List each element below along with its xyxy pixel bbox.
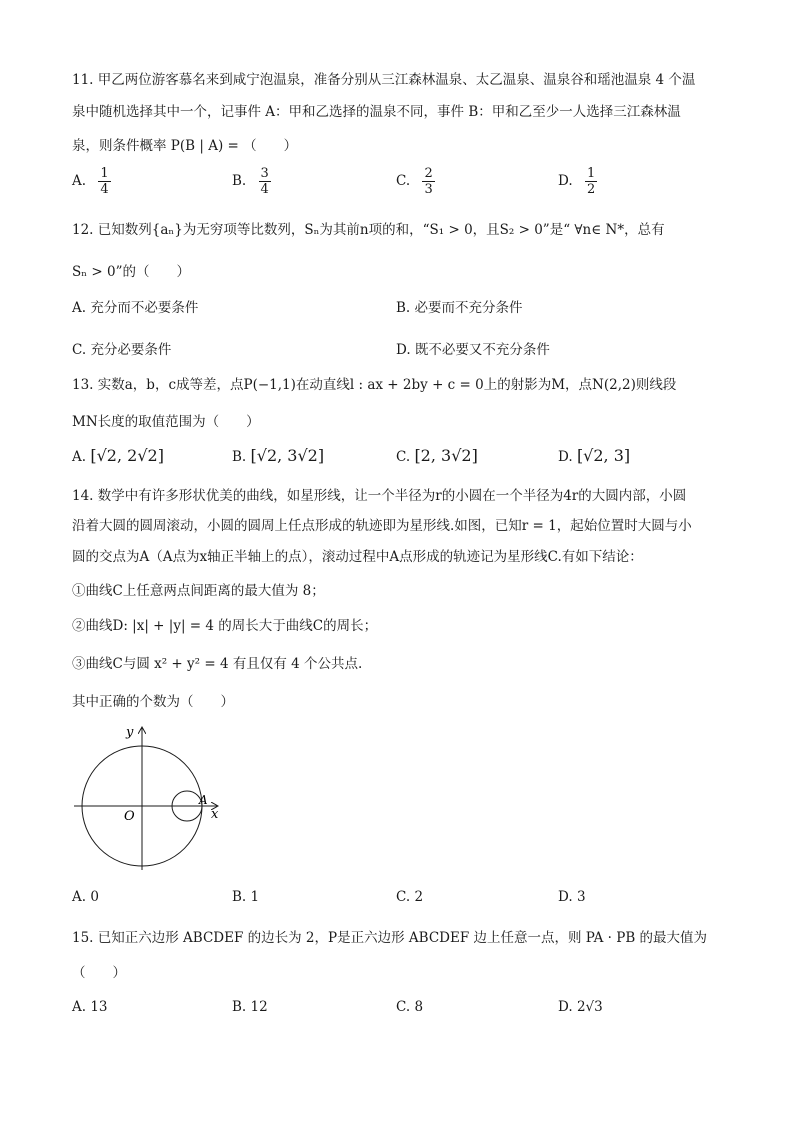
q12-line1: 12. 已知数列{aₙ}为无穷项等比数列，Sₙ为其前n项的和，“S₁ > 0，且S₂ > 0”是“ ∀n∈ N*，总有 bbox=[72, 222, 665, 238]
q14-option-b[interactable]: B. 1 bbox=[232, 889, 260, 905]
q12-option-b[interactable]: B. 必要而不充分条件 bbox=[396, 300, 523, 316]
q11-option-a[interactable]: A. $\frac{1}{4}$ bbox=[72, 166, 109, 197]
q14-line2: 沿着大圆的圆周滚动，小圆的圆周上任点形成的轨迹即为星形线.如图，已知r = 1，起始位置时大圆与小 bbox=[72, 518, 692, 534]
astroid-figure bbox=[72, 722, 222, 872]
q14-line1: 14. 数学中有许多形状优美的曲线，如星形线，让一个半径为r的小圆在一个半径为4r的大圆内部，小圆 bbox=[72, 488, 687, 504]
q15-line2: （ ） bbox=[72, 965, 126, 981]
q15-option-b[interactable]: B. 12 bbox=[232, 999, 268, 1015]
fraction: $\frac{1}{2}$ bbox=[586, 166, 596, 197]
q11-line1: 11. 甲乙两位游客慕名来到咸宁泡温泉，准备分别从三江森林温泉、太乙温泉、温泉谷和瑶池温泉 4 个温 bbox=[72, 72, 696, 88]
q13-option-a[interactable]: A. [√2, 2√2] bbox=[72, 446, 164, 465]
q14-statement-1: ①曲线C上任意两点间距离的最大值为 8； bbox=[72, 583, 325, 599]
q14-prompt: 其中正确的个数为（ ） bbox=[72, 694, 234, 710]
y-axis-label: y bbox=[126, 725, 134, 740]
fraction: $\frac{2}{3}$ bbox=[424, 166, 433, 197]
q11-option-b[interactable]: B. $\frac{3}{4}$ bbox=[232, 166, 269, 197]
q11-line3: 泉，则条件概率 P(B | A) = （ ） bbox=[72, 138, 298, 154]
q12-option-c[interactable]: C. 充分必要条件 bbox=[72, 342, 172, 358]
q15-option-d[interactable]: D. 2√3 bbox=[558, 999, 603, 1015]
q11-line2: 泉中随机选择其中一个，记事件 A：甲和乙选择的温泉不同，事件 B：甲和乙至少一人选择三江森林温 bbox=[72, 104, 681, 120]
q14-option-c[interactable]: C. 2 bbox=[396, 889, 424, 905]
x-axis-label: x bbox=[211, 807, 219, 822]
q15-line1: 15. 已知正六边形 ABCDEF 的边长为 2，P是正六边形 ABCDEF 边上任意一点，则 PA · PB 的最大值为 bbox=[72, 930, 708, 946]
q14-option-a[interactable]: A. 0 bbox=[72, 889, 99, 905]
q15-option-a[interactable]: A. 13 bbox=[72, 999, 108, 1015]
q13-line1: 13. 实数a，b，c成等差，点P(−1,1)在动直线l : ax + 2by + c = 0上的射影为M，点N(2,2)则线段 bbox=[72, 377, 677, 393]
q13-option-d[interactable]: D. [√2, 3] bbox=[558, 446, 631, 465]
q15-option-c[interactable]: C. 8 bbox=[396, 999, 424, 1015]
q13-option-b[interactable]: B. [√2, 3√2] bbox=[232, 446, 325, 465]
q14-line3: 圆的交点为A（A点为x轴正半轴上的点），滚动过程中A点形成的轨迹记为星形线C.有如下结论： bbox=[72, 549, 643, 565]
q11-option-c[interactable]: C. $\frac{2}{3}$ bbox=[396, 166, 433, 197]
q14-statement-2: ②曲线D: |x| + |y| = 4 的周长大于曲线C的周长； bbox=[72, 618, 378, 634]
origin-label: O bbox=[124, 809, 135, 824]
q12-option-a[interactable]: A. 充分而不必要条件 bbox=[72, 300, 199, 316]
point-a-label: A bbox=[199, 793, 208, 807]
fraction: $\frac{3}{4}$ bbox=[260, 166, 269, 197]
q11-option-d[interactable]: D. $\frac{1}{2}$ bbox=[558, 166, 596, 197]
q13-line2: MN长度的取值范围为（ ） bbox=[72, 414, 260, 430]
q14-option-d[interactable]: D. 3 bbox=[558, 889, 586, 905]
q12-option-d[interactable]: D. 既不必要又不充分条件 bbox=[396, 342, 550, 358]
q13-option-c[interactable]: C. [2, 3√2] bbox=[396, 446, 478, 465]
q12-line2: Sₙ > 0”的（ ） bbox=[72, 264, 190, 280]
q14-statement-3: ③曲线C与圆 x² + y² = 4 有且仅有 4 个公共点. bbox=[72, 656, 363, 672]
fraction: $\frac{1}{4}$ bbox=[100, 166, 109, 197]
